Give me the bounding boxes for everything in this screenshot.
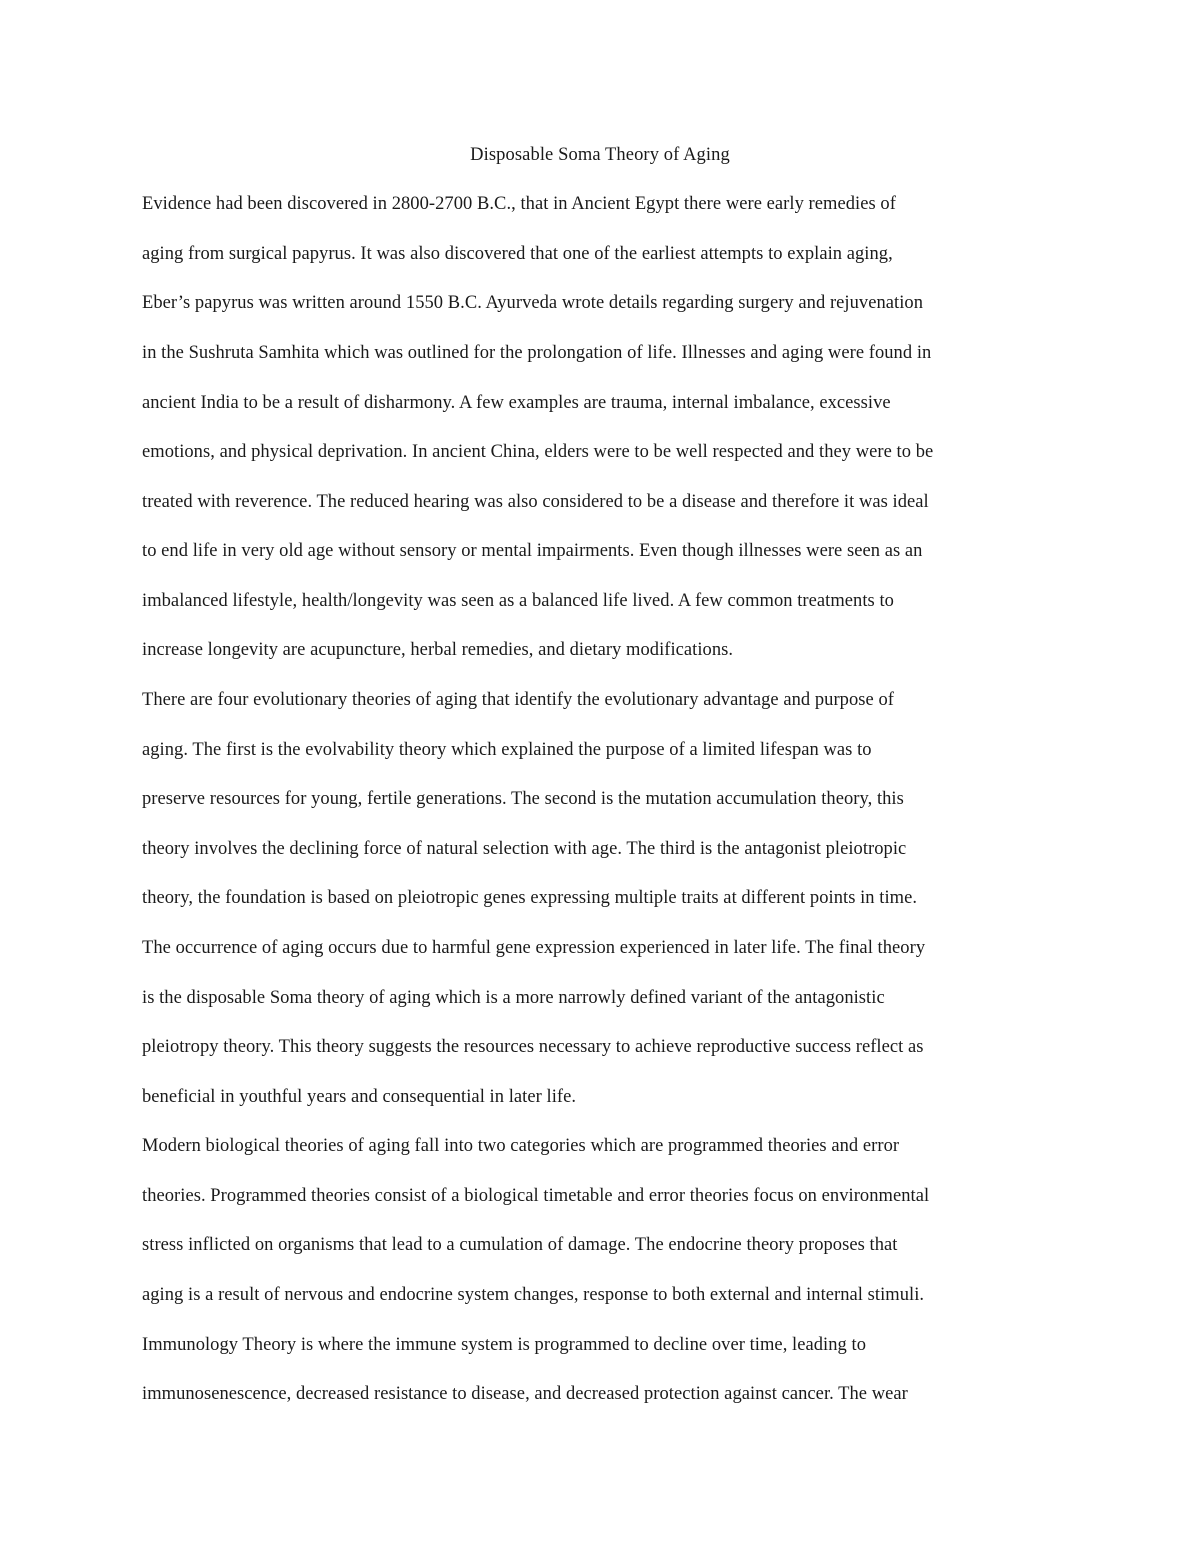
body-line: is the disposable Soma theory of aging which is a more narrowly defined variant of the antagonistic [142, 988, 885, 1008]
body-line: There are four evolutionary theories of aging that identify the evolutionary advantage and purpose of [142, 690, 894, 710]
body-line: aging is a result of nervous and endocrine system changes, response to both external and internal stimuli. [142, 1285, 925, 1305]
body-line: immunosenescence, decreased resistance to disease, and decreased protection against cancer. The wear [142, 1384, 908, 1404]
body-line: in the Sushruta Samhita which was outlined for the prolongation of life. Illnesses and aging were found in [142, 343, 932, 363]
body-line: The occurrence of aging occurs due to harmful gene expression experienced in later life. The final theory [142, 938, 926, 958]
body-line: theory, the foundation is based on pleiotropic genes expressing multiple traits at different points in time. [142, 888, 918, 908]
body-line: pleiotropy theory. This theory suggests the resources necessary to achieve reproductive success reflect as [142, 1037, 924, 1057]
body-line: Eber’s papyrus was written around 1550 B.C. Ayurveda wrote details regarding surgery and rejuvenation [142, 293, 924, 313]
body-line: emotions, and physical deprivation. In ancient China, elders were to be well respected and they were to be [142, 442, 934, 462]
body-line: preserve resources for young, fertile generations. The second is the mutation accumulation theory, this [142, 789, 904, 809]
body-line: treated with reverence. The reduced hearing was also considered to be a disease and therefore it was ideal [142, 492, 929, 512]
body-line: beneficial in youthful years and consequential in later life. [142, 1087, 577, 1107]
body-line: theories. Programmed theories consist of a biological timetable and error theories focus on environmental [142, 1186, 930, 1206]
body-line: ancient India to be a result of disharmony. A few examples are trauma, internal imbalance, excessive [142, 393, 891, 413]
body-line: Modern biological theories of aging fall into two categories which are programmed theories and error [142, 1136, 900, 1156]
document-title: Disposable Soma Theory of Aging [470, 145, 730, 165]
body-line: aging from surgical papyrus. It was also discovered that one of the earliest attempts to explain aging, [142, 244, 893, 264]
body-line: stress inflicted on organisms that lead to a cumulation of damage. The endocrine theory proposes that [142, 1235, 898, 1255]
body-line: Immunology Theory is where the immune system is programmed to decline over time, leading to [142, 1335, 867, 1355]
body-line: Evidence had been discovered in 2800-2700 B.C., that in Ancient Egypt there were early remedies of [142, 194, 896, 214]
body-line: imbalanced lifestyle, health/longevity was seen as a balanced life lived. A few common treatments to [142, 591, 894, 611]
body-line: increase longevity are acupuncture, herbal remedies, and dietary modifications. [142, 640, 734, 660]
body-line: to end life in very old age without sensory or mental impairments. Even though illnesses were seen as an [142, 541, 923, 561]
body-line: aging. The first is the evolvability theory which explained the purpose of a limited lifespan was to [142, 740, 872, 760]
body-line: theory involves the declining force of natural selection with age. The third is the antagonist pleiotropic [142, 839, 907, 859]
